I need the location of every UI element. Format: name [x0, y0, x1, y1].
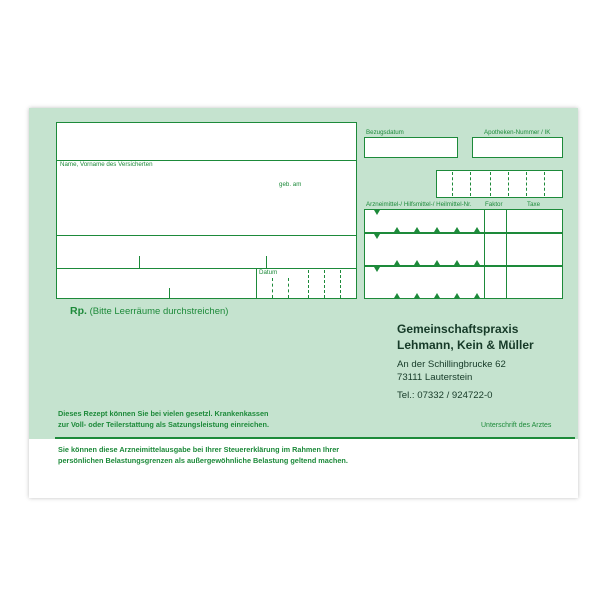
rp-symbol: Rp. — [70, 305, 87, 317]
rp-label — [70, 305, 228, 317]
geb-am-label: geb. am — [279, 181, 302, 188]
signature-label: Unterschrift des Arztes — [481, 422, 552, 429]
versicherter-label: Name, Vorname des Versicherten — [60, 161, 153, 168]
practice-phone: Tel.: 07332 / 924722-0 — [397, 390, 493, 401]
patient-top-field[interactable] — [56, 122, 357, 161]
divider-line — [55, 437, 575, 439]
prescription-form — [29, 108, 578, 498]
apotheken-nummer-field[interactable] — [472, 137, 563, 158]
doctor-stamp — [397, 321, 534, 403]
practice-name-line2: Lehmann, Kein & Müller — [397, 338, 534, 352]
apotheken-nummer-label: Apotheken-Nummer / IK — [484, 129, 551, 136]
bezugsdatum-field[interactable] — [364, 137, 458, 158]
rp-hint: (Bitte Leerräume durchstreichen) — [89, 306, 229, 317]
bezugsdatum-label: Bezugsdatum — [366, 129, 404, 136]
taxe-label: Taxe — [527, 201, 541, 208]
datum-label: Datum — [259, 269, 278, 276]
practice-name-line1: Gemeinschaftspraxis — [397, 322, 519, 336]
tax-note-line2: persönlichen Belastungsgrenzen als außergewöhnliche Belastung geltend machen. — [58, 455, 348, 465]
arzneimittel-nr-label: Arzneimittel-/ Hilfsmittel-/ Heilmittel-Nr. — [366, 201, 472, 208]
tax-note-line1: Sie können diese Arzneimittelausgabe bei Ihrer Steuererklärung im Rahmen Ihrer — [58, 445, 340, 454]
tax-note — [58, 445, 348, 466]
doctor-number-field[interactable] — [56, 268, 357, 299]
insurance-number-field[interactable] — [56, 235, 357, 269]
practice-street: An der Schillingbrucke 62 — [397, 359, 506, 370]
form-green-area — [29, 108, 578, 439]
refund-note-line1: Dieses Rezept können Sie bei vielen gesetzl. Krankenkassen — [58, 409, 269, 418]
patient-name-field[interactable] — [56, 160, 357, 236]
refund-note-line2: zur Voll- oder Teilerstattung als Satzungsleistung einreichen. — [58, 419, 269, 429]
practice-city: 73111 Lauterstein — [397, 371, 473, 383]
refund-note — [58, 409, 269, 430]
faktor-label: Faktor — [485, 201, 503, 208]
